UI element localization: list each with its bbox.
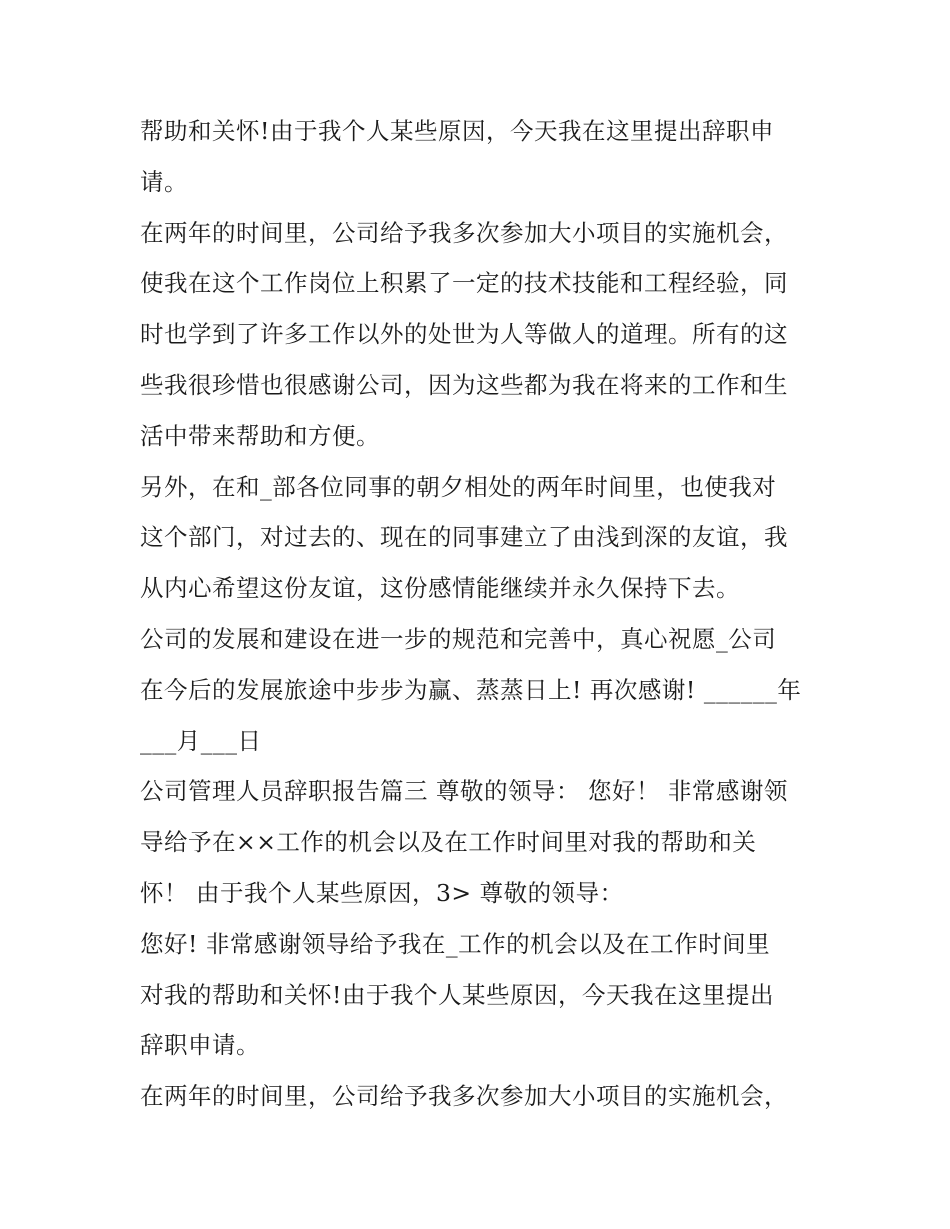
text-line: 怀！ 由于我个人某些原因，3> 尊敬的领导： — [140, 878, 624, 907]
text-line: 辞职申请。 — [140, 1031, 260, 1060]
text-line: 帮助和关怀!由于我个人某些原因，今天我在这里提出辞职申 — [140, 117, 774, 145]
document-body — [140, 106, 830, 1122]
text-line: 从内心希望这份友谊，这份感情能继续并永久保持下去。 — [140, 574, 740, 603]
text-line: 时也学到了许多工作以外的处世为人等做人的道理。所有的这 — [140, 320, 788, 349]
text-line: 对我的帮助和关怀!由于我个人某些原因，今天我在这里提出 — [140, 980, 774, 1009]
text-line: 这个部门，对过去的、现在的同事建立了由浅到深的友谊，我 — [140, 523, 788, 552]
text-line: 公司的发展和建设在进一步的规范和完善中，真心祝愿_公司 — [140, 624, 777, 653]
text-line: 请。 — [140, 167, 188, 196]
text-line: 另外，在和_部各位同事的朝夕相处的两年时间里，也使我对 — [140, 472, 777, 501]
text-line: 使我在这个工作岗位上积累了一定的技术技能和工程经验，同 — [140, 269, 788, 298]
text-line: ___月___日 — [140, 726, 262, 755]
text-line: 在两年的时间里，公司给予我多次参加大小项目的实施机会， — [140, 218, 788, 247]
text-line: 导给予在××工作的机会以及在工作时间里对我的帮助和关 — [140, 828, 757, 857]
text-line: 些我很珍惜也很感谢公司，因为这些都为我在将来的工作和生 — [140, 370, 788, 399]
text-line: 活中带来帮助和方便。 — [140, 421, 380, 450]
text-line: 您好! 非常感谢领导给予我在_工作的机会以及在工作时间里 — [140, 929, 771, 958]
text-line: 在两年的时间里，公司给予我多次参加大小项目的实施机会， — [140, 1082, 788, 1111]
text-line: 公司管理人员辞职报告篇三 尊敬的领导： 您好！ 非常感谢领 — [140, 777, 788, 806]
text-line: 在今后的发展旅途中步步为赢、蒸蒸日上! 再次感谢! ______年 — [140, 675, 802, 704]
